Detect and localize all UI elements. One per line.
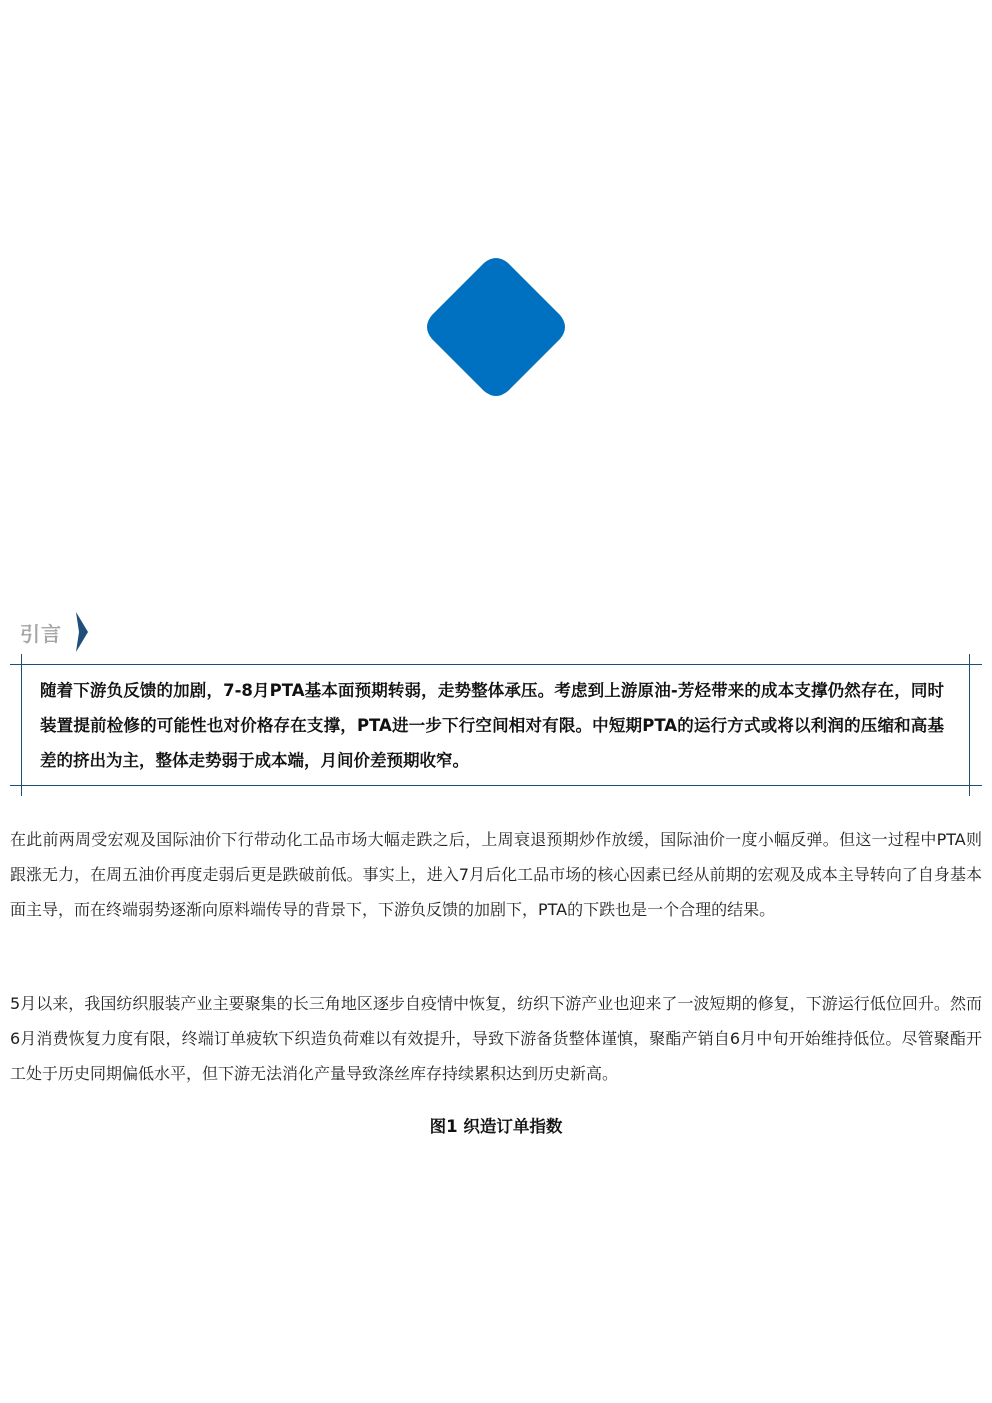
body-paragraph-1: 在此前两周受宏观及国际油价下行带动化工品市场大幅走跌之后，上周衰退预期炒作放缓，国际油价一度小幅反弹。但这一过程中PTA则跟涨无力，在周五油价再度走弱后更是跌破前低。事实上，进入7月后化工品市场的核心因素已经从前期的宏观及成本主导转向了自身基本面主导，而在终端弱势逐渐向原料端传导的背景下，下游负反馈的加剧下，PTA的下跌也是一个合理的结果。: [10, 830, 982, 919]
body-paragraph-2: 5月以来，我国纺织服装产业主要聚集的长三角地区逐步自疫情中恢复，纺织下游产业也迎来了一波短期的修复，下游运行低位回升。然而6月消费恢复力度有限，终端订单疲软下织造负荷难以有效提升，导致下游备货整体谨慎，聚酯产销自6月中旬开始维持低位。尽管聚酯开工处于历史同期偏低水平，但下游无法消化产量导致涤丝库存持续累积达到历史新高。: [10, 994, 982, 1083]
section-title: 引言: [20, 621, 62, 646]
frame-top-border: [10, 664, 982, 665]
figure-caption: 图1 织造订单指数: [429, 1117, 563, 1136]
frame-left-border: [21, 654, 22, 796]
summary-text: 随着下游负反馈的加剧，7-8月PTA基本面预期转弱，走势整体承压。考虑到上游原油-芳烃带来的成本支撑仍然存在，同时装置提前检修的可能性也对价格存在支撑，PTA进一步下行空间相对有限。中短期PTA的运行方式或将以利润的压缩和高基差的挤出为主，整体走势弱于成本端，月间价差预期收窄。: [40, 681, 944, 770]
frame-bottom-border: [10, 785, 982, 786]
blue-diamond-icon: [426, 257, 566, 397]
diamond-shape: [427, 258, 565, 396]
section-tag: [20, 612, 88, 652]
frame-right-border: [969, 654, 970, 796]
chevron-right-icon: [76, 612, 88, 652]
